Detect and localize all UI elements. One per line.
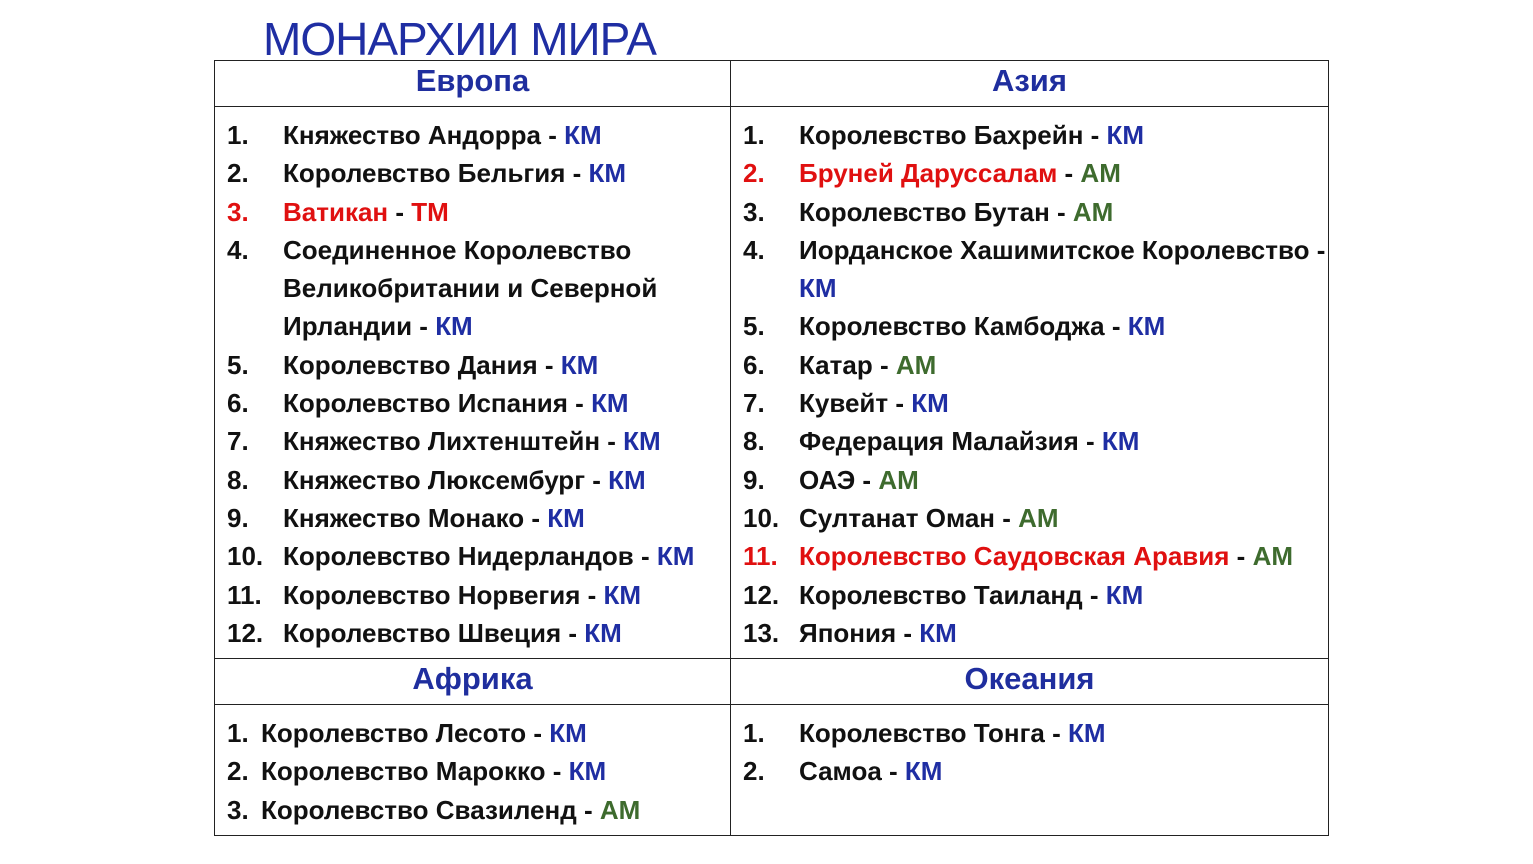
country-name [799,714,1328,752]
separator: - [1309,234,1326,265]
separator: - [995,502,1019,533]
item-number: 13. [743,617,780,648]
country-label: Княжество Люксембург [283,464,586,495]
separator: - [1057,158,1081,189]
separator: - [545,756,569,787]
monarchy-type-badge: КМ [549,718,587,749]
item-number: 10. [743,502,780,533]
country-name [283,346,730,384]
header-row-top [215,61,1329,107]
country-name [261,791,730,829]
africa-list [215,705,730,835]
separator: - [576,794,600,825]
list-item [731,116,1328,154]
list-item [731,422,1328,460]
country-label: Султанат Оман [799,502,996,533]
europe-cell [215,107,731,659]
africa-cell [215,705,731,836]
country-name [799,307,1328,345]
country-name [283,116,730,154]
monarchy-type-badge: КМ [560,349,599,380]
item-number: 5. [743,311,765,342]
monarchy-type-badge: АМ [1018,502,1059,533]
country-label: Королевство Марокко [261,756,546,787]
monarchy-type-badge: АМ [1252,541,1293,572]
monarchy-type-badge: КМ [584,617,622,648]
country-label: Княжество Монако [283,502,525,533]
separator: - [1229,541,1253,572]
country-label: Королевство Лесото [261,718,527,749]
list-item [215,537,730,575]
country-label: Королевство Норвегия [283,579,581,610]
list-item [215,231,730,346]
separator: - [565,158,589,189]
country-label: Королевство Испания [283,388,568,419]
country-name [283,576,730,614]
country-name [799,614,1328,652]
separator: - [537,349,561,380]
country-name [283,614,730,652]
item-number: 11. [743,541,778,572]
item-number: 3. [227,794,249,825]
separator: - [585,464,609,495]
item-number: 8. [743,426,765,457]
monarchy-type-badge: АМ [1072,196,1114,227]
country-name [283,537,730,575]
monarchy-type-badge: КМ [1127,311,1166,342]
monarchy-type-badge: КМ [623,426,661,457]
separator: - [1111,311,1128,342]
asia-list [731,107,1328,658]
country-label: Королевство Свазиленд [261,794,577,825]
monarchy-type-badge: КМ [919,617,957,648]
asia-cell [731,107,1329,659]
country-name [283,154,730,192]
country-label: Королевство Бельгия [283,158,566,189]
separator: - [567,388,592,419]
separator: - [412,311,436,342]
list-item [215,791,730,829]
list-item [731,307,1328,345]
region-header-oceania: Океания [731,659,1329,705]
monarchy-type-badge: АМ [1080,158,1121,189]
item-number: 2. [227,756,249,787]
country-name [283,461,730,499]
list-item [731,714,1328,752]
item-number: 6. [227,388,249,419]
monarchy-type-badge: КМ [911,388,949,419]
separator: - [526,718,550,749]
country-label: Королевство Швеция [283,617,562,648]
monarchy-type-badge: АМ [599,794,641,825]
monarchy-type-badge: КМ [591,388,629,419]
separator: - [872,349,896,380]
monarchy-type-badge: КМ [608,464,646,495]
country-label: Иорданское Хашимитское Королевство [799,234,1310,265]
monarchy-type-badge: КМ [588,158,627,189]
country-label: Кувейт [799,388,889,419]
country-label: Ватикан [283,196,389,227]
list-item [215,576,730,614]
country-name [283,231,730,346]
item-number: 2. [227,158,249,189]
list-item [731,154,1328,192]
country-label: Княжество Андорра [283,120,541,150]
list-item [731,576,1328,614]
country-label: Самоа [799,756,882,787]
list-item [731,384,1328,422]
item-number: 3. [743,196,765,227]
item-number: 6. [743,349,765,380]
country-name [261,752,730,790]
country-label: Королевство Дания [283,349,538,380]
country-label: Бруней Даруссалам [799,158,1058,189]
country-name [799,116,1328,154]
monarchy-type-badge: КМ [1068,718,1106,749]
country-name [283,499,730,537]
item-number: 2. [743,756,765,787]
list-item [731,461,1328,499]
item-number: 4. [743,234,765,265]
list-item [215,614,730,652]
separator: - [561,617,585,648]
list-item [215,422,730,460]
region-header-europe: Европа [215,61,731,107]
monarchy-type-badge: КМ [1101,426,1140,457]
item-number: 2. [743,158,765,189]
list-item [731,537,1328,575]
separator: - [388,196,412,227]
separator: - [1078,426,1102,457]
country-label: Федерация Малайзия [799,426,1079,457]
list-item [215,714,730,752]
monarchy-type-badge: КМ [603,579,642,610]
list-item [731,231,1328,308]
region-header-africa: Африка [215,659,731,705]
list-item [731,752,1328,790]
monarchy-type-badge: КМ [435,311,473,342]
country-name [799,461,1328,499]
separator: - [1049,196,1073,227]
item-number: 11. [227,579,262,610]
list-item [215,752,730,790]
list-item [731,193,1328,231]
monarchy-type-badge: КМ [568,756,607,787]
region-header-asia: Азия [731,61,1329,107]
oceania-cell [731,705,1329,836]
list-row-top [215,107,1329,659]
item-number: 9. [227,502,249,533]
item-number: 4. [227,234,249,265]
monarchy-type-badge: КМ [1106,120,1145,150]
country-label: Катар [799,349,873,380]
separator: - [600,426,624,457]
item-number: 12. [227,617,264,648]
country-label: Япония [799,617,897,648]
list-item [215,499,730,537]
monarchy-type-badge: КМ [904,756,943,787]
country-name [261,714,730,752]
country-name [283,384,730,422]
monarchy-type-badge: КМ [656,541,695,572]
item-number: 7. [227,426,249,457]
item-number: 7. [743,388,765,419]
list-item [215,193,730,231]
separator: - [1082,579,1106,610]
separator: - [855,464,879,495]
country-name [799,422,1328,460]
item-number: 1. [743,718,765,749]
country-label: Королевство Саудовская Аравия [799,541,1230,572]
item-number: 3. [227,196,249,227]
separator: - [633,541,657,572]
list-item [215,384,730,422]
list-row-bottom [215,705,1329,836]
country-name [799,193,1328,231]
monarchy-type-badge: КМ [1105,579,1144,610]
country-name [799,499,1328,537]
monarchy-type-badge: КМ [564,120,602,150]
country-name [799,346,1328,384]
list-item [731,614,1328,652]
country-name [799,576,1328,614]
monarchy-type-badge: КМ [547,502,585,533]
oceania-list [731,705,1328,797]
country-name [283,422,730,460]
country-label: Королевство Таиланд [799,579,1083,610]
separator: - [888,388,912,419]
country-name [799,154,1328,192]
list-item [215,461,730,499]
europe-list [215,107,730,658]
list-item [215,116,730,154]
country-label: Княжество Лихтенштейн [283,426,601,457]
monarchy-type-badge: АМ [895,349,937,380]
item-number: 9. [743,464,765,495]
country-label: Королевство Бутан [799,196,1050,227]
country-name [283,193,730,231]
separator: - [540,120,565,150]
list-item [215,154,730,192]
country-name [799,752,1328,790]
country-name [799,231,1328,308]
country-label: ОАЭ [799,464,856,495]
country-label: Королевство Нидерландов [283,541,634,572]
item-number: 1. [227,718,249,749]
item-number: 10. [227,541,264,572]
country-label: Соединенное Королевство Великобритании и Северной Ирландии [283,234,658,342]
country-name [799,384,1328,422]
monarchy-type-badge: КМ [799,273,837,304]
item-number: 5. [227,349,249,380]
page-title: МОНАРХИИ МИРА [263,13,656,65]
country-label: Королевство Бахрейн [799,120,1084,150]
separator: - [580,579,604,610]
item-number: 12. [743,579,780,610]
item-number: 1. [743,120,765,150]
item-number: 8. [227,464,249,495]
list-item [215,346,730,384]
country-label: Королевство Тонга [799,718,1045,749]
monarchy-type-badge: ТМ [411,196,449,227]
separator: - [524,502,548,533]
separator: - [1044,718,1069,749]
country-label: Королевство Камбоджа [799,311,1112,342]
monarchies-table [214,60,1329,836]
monarchy-type-badge: АМ [878,464,919,495]
separator: - [1083,120,1107,150]
header-row-bottom [215,659,1329,705]
country-name [799,537,1328,575]
item-number: 1. [227,120,249,150]
separator: - [881,756,905,787]
list-item [731,346,1328,384]
list-item [731,499,1328,537]
separator: - [896,617,920,648]
